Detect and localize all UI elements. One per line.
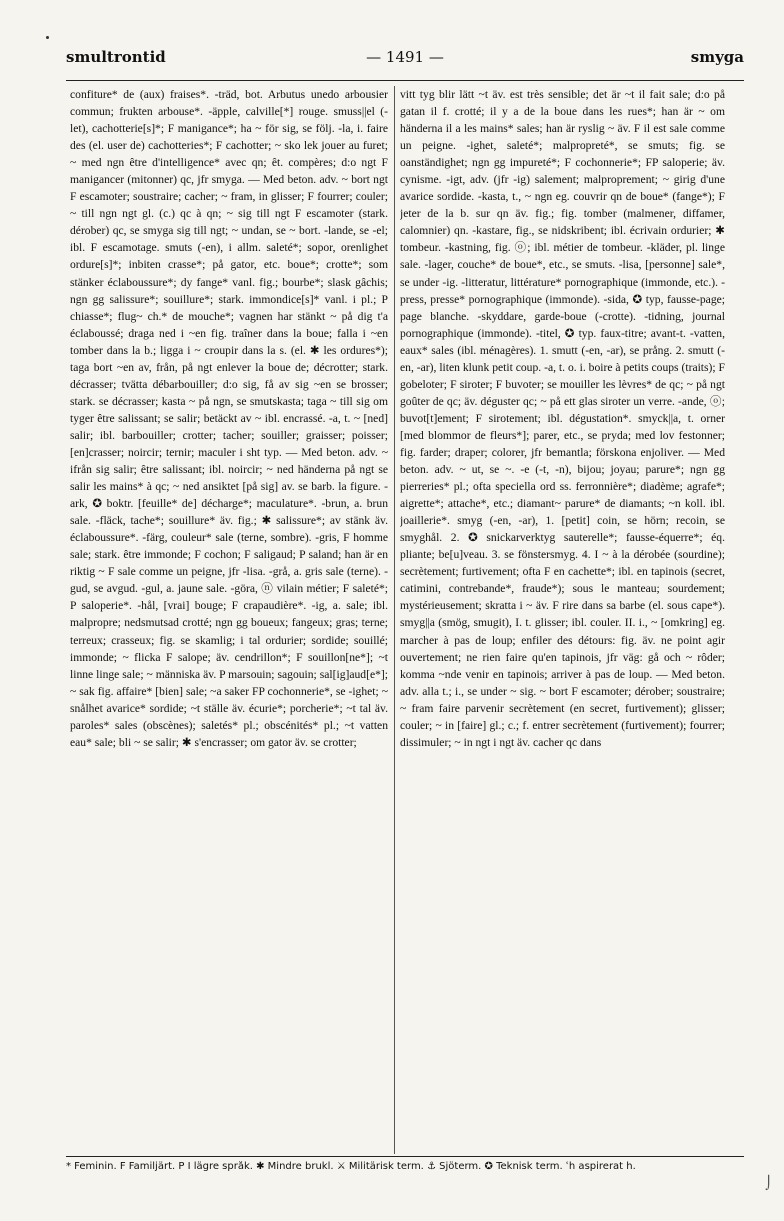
footer-rule	[66, 1156, 744, 1157]
margin-mark: ⌡	[765, 1176, 772, 1191]
header-left-guideword: smultrontid	[66, 48, 166, 66]
left-column-text: confiture* de (aux) fraises*. -träd, bot. Arbutus unedo arbousier commun; frukten arbouse*. -äpple, calville[*] rouge. smuss||el (-let), cachotterie[s]*; F manigance*; ha ~ för sig, se följ. -la, i. faire des (el. user de) cachotteries*; F cachotter; ~ sko lek jouer au furet; ~ med ngn être d'intelligence* avec qn; êt. compères; d:o ngt F manigancer (mitonner) qc, jfr smyga. — Med beton. adv. ~ bort ngt F escamoter; soustraire; cacher; ~ fram, in glisser; F fourrer; couler; ~ till ngn ngt gl. (c.) qc à qn; ~ sig till ngt F escamoter (stark. dérober) qc, se smyga sig till ngt; ~ undan, se ~ bort. -lande, se -el; ibl. F escamotage. smuts (-en), i allm. saleté*; sopor, orenlighet ordure[s]*; inbiten crasse*; på gator, etc. boue*; crotte*; som stänker éclaboussure*; dy fange* vanl. fig.; bourbe*; slask gâchis; ngn gg salissure*; souillure*; stark. immondice[s]* vanl. i pl.; P chiasse*; flug~ ch.* de mouche*; vagnen har stänkt ~ på dig t'a éclaboussé; draga ned i ~en fig. traîner dans la boue; falla i ~en tomber dans la b.; ligga i ~ croupir dans la s. (el. ✱ les ordures*); taga bort ~en av, från, på ngt enlever la boue de; décrotter; stark. décrasser; tvätta débarbouiller; d:o sig, få av sig ~en se brosser; stark. se décrasser; kasta ~ på ngn, se smutskasta; taga ~ till sig om tyger être salissant; se salir; betäckt av ~ ibl. encrassé. -a, t. ~ [ned] salir; ibl. barbouiller; crotter; tacher; souiller; graisser; poisser; [en]crasser; noircir; ternir; maculer i sht typ. — Med beton. adv. ~ ifrån sig salir; être salissant; ibl. noircir; ~ ned händerna på ngt se salir les mains* à qc; ~ ned ansiktet [på sig] av. se barb. la figure. -ark, ✪ boktr. [feuille* de] décharge*; maculature*. -brun, a. brun sale. -fläck, tache*; souillure* äv. fig.; ✱ salissure*; av stänk äv. éclaboussure*. -färg, couleur* sale (terne, sombre). -gris, F homme sale; stark. être immonde; F cochon; F saligaud; P saland; han är en riktig ~ F sale comme un peigne, jfr -lisa. -grå, a. gris sale (terne). -gud, se avgud. -gul, a. jaune sale. -göra, ⓝ vilain métier; F saleté*; P saloperie*. -hål, [vrai] bouge; F crapaudière*. -ig, a. sale; ibl. malpropre; nedsmutsad crotté; ngn gg boueux; fangeux; gras; terne; terreux; crasseux; fig. se skamlig; i tal ordurier; sordide; souillé; immonde; ~ flicka F salope; äv. cendrillon*; F souillon[ne*]; ~t linne linge sale; ~ människa äv. P marsouin; sagouin; sal[ig]aud[e*]; ~ sak fig. affaire* [bien] sale; ~a saker FP cochonnerie*, se -ighet; ~ snålhet avarice* sordide; ~t ställe äv. écurie*; porcherie*; ~t tal äv. paroles* sales (obscènes); saletés* pl.; obscénités* pl.; ~t vatten eau* sale; bli ~ se salir; ✱ s'encrasser; om gator äv. se crotter;	[70, 88, 388, 749]
header-rule	[66, 80, 744, 81]
right-column	[400, 86, 725, 1156]
page-header	[66, 48, 744, 74]
page-number: — 1491 —	[366, 48, 444, 66]
page-speck	[46, 36, 49, 39]
left-column	[70, 86, 388, 1156]
right-column-text: vitt tyg blir lätt ~t äv. est très sensible; det är ~t il fait sale; d:o på gatan il f. crotté; il y a de la boue dans les rues*; han är ~ om händerna il a les mains* sales; han är ryslig ~ äv. F il est sale comme un peigne. -ighet, saleté*; malpropreté*, se smuts; fig. se oanständighet; ngn gg impureté*; F cochonnerie*; FP saloperie; äv. cynisme. -igt, adv. (jfr -ig) salement; malproprement; ~ girig d'une avarice sordide. -kasta, t., ~ ngn eg. couvrir qn de boue* (fange*); F jeter de la b. sur qn äv. fig.; fig. tomber (malmener, diffamer, calomnier) qn. -kastare, fig., se nidskribent; ibl. écrivain ordurier; ✱ tombeur. -kastning, fig. ⓞ; ibl. métier de tombeur. -kläder, pl. linge sale. -lager, couche* de boue*, etc., se smuts. -lisa, [personne] sale*, se under -ig. -litteratur, littérature* pornographique (immonde, etc.). -press, presse* pornographique (immonde). -sida, ✪ typ, fausse-page; page blanche. -skyddare, garde-boue (-crotte). -tidning, journal pornographique (immonde). -titel, ✪ typ. faux-titre; avant-t. -vatten, eaux* sales (ibl. ménagères). 1. smutt (-en, -ar), se prång. 2. smutt (-en, -ar), liten klunk petit coup. -a, t. o. i. boire à petits coups (traits); F gobeloter; F siroter; F buvoter; se mouiller les lèvres* de qc; ~ på ngt goûter de qc; äv. déguster qc; ~ på ett glas siroter un verre. -ande, ⓞ; buvot[t]ement; F sirotement; ibl. dégustation*. smyck||a, t. orner [med blommor de fleurs*]; parer, etc., se pryda; med lov festonner; fig. farder; draper; colorer, jfr bemantla; förskona enjoliver. — Med beton. adv. ~ ut, se ~. -e (-t, -n), bijou; joyau; parure*; ngn gg pierreries* pl.; ofta speciella ord ss. ferronnière*; diadème; agrafe*; aigrette*; attache*, etc.; diamant~ parure* de diamants; ~n koll. ibl. joaillerie*. smyg (-en, -ar), 1. [petit] coin, se hörn; recoin, se smyghål. 2. ✪ snickarverktyg sauterelle*; fausse-équerre*; éq. pliante; be[u]veau. 3. se fönstersmyg. 4. I ~ à la dérobée (sourdine); secrètement; furtivement; ofta F en cachette*; ibl. en tapinois (secret, catimini, contrebande*, fraude*); sous le manteau; sourdement; mystérieusement; skratta i ~ äv. F rire dans sa barbe (el. sous cape*). smyg||a (smög, smugit), I. t. glisser; ibl. couler. II. i., ~ [omkring] eg. marcher à pas de loup; enfiler des détours: fig. äv. ne point agir ouvertement; ne rien faire qu'en tapinois, jfr väg: gå och ~ rôder; komma ~nde venir en tapinois; arriver à pas de loup. — Med beton. adv. alla t.; i., se under ~ sig. ~ bort F escamoter; dérober; soustraire; ~ fram faire parvenir secrètement (en secret, furtivement); glisser; couler; ~ in [faire] gl.; c.; f. entrer secrètement (furtivement); fourrer; dissimuler; ~ in ngt i ngt äv. cacher qc dans	[400, 88, 725, 749]
column-divider	[394, 86, 395, 1154]
header-right-guideword: smyga	[690, 48, 744, 66]
abbreviation-key: * Feminin. F Familjärt. P I lägre språk. ✱ Mindre brukl. ⚔ Militärisk term. ⚓ Sjöterm. ✪ Teknisk term. ʿh aspirerat h.	[66, 1161, 636, 1172]
